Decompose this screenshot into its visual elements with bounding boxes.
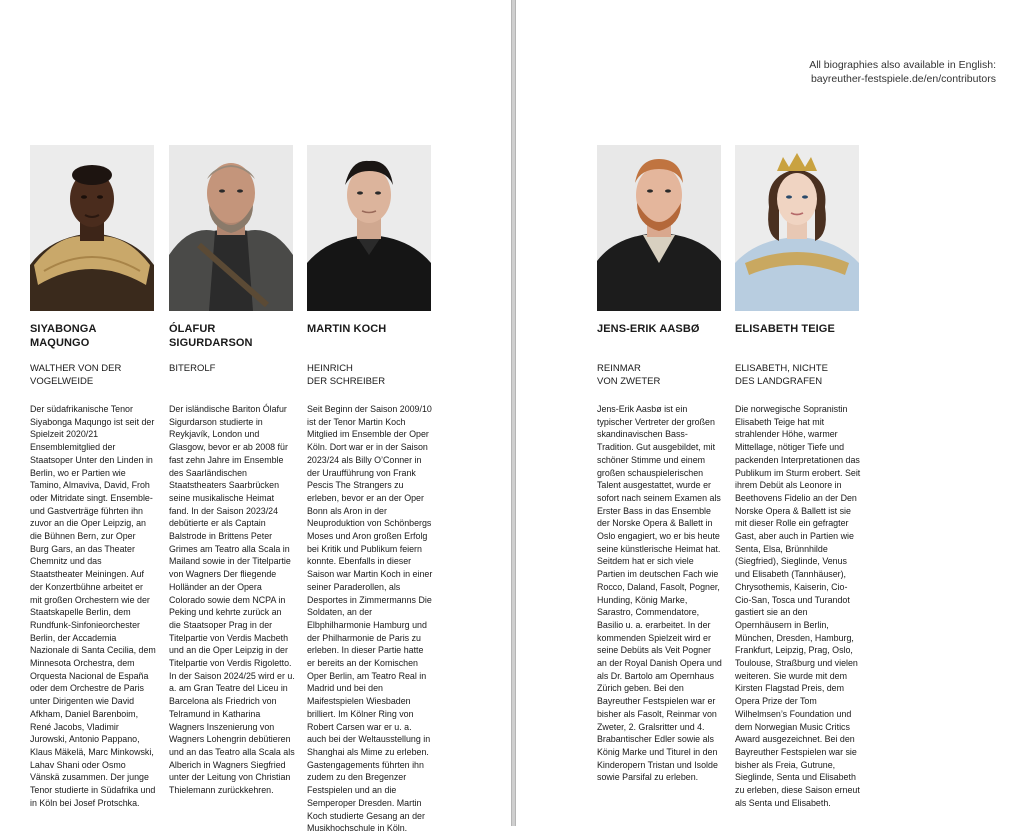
portrait-photo-aasbo — [597, 145, 721, 311]
singer-biography: Jens-Erik Aasbø ist ein typischer Vertreter der großen skandinavischen Bass-Tradition. Gut ausgebildet, mit schöner Stimme und einem großen schauspielerischen Talent ausgestattet, wurde er sofort nach seinem Examen als Erster Bass in das Ensemble der Norske Opera & Ballett in Oslo engagiert, wo er bis heute seine künstlerische Heimat hat. Seitdem hat er sich viele Partien im deutschen Fach wie Rocco, Daland, Fasolt, Pogner, Hunding, König Marke, Sarastro, Commendatore, Basilio u. a. erarbeitet. In der kommenden Spielzeit wird er seine Debüts als Veit Pogner an der Royal Danish Opera und als Dr. Bartolo am Opernhaus Zürich geben. Bei den Bayreuther Festspielen war er bisher als Fasolt, Reinmar von Zweter, 2. Gralsritter und 4. Brabantischer Edler sowie als König Marke und Titurel in den Kinderopern Tristan und Isolde sowie Parsifal zu erleben. — [597, 404, 722, 783]
note-line-2[interactable]: bayreuther-festspiele.de/en/contributors — [810, 73, 996, 85]
portrait-photo-sigurdarson — [169, 145, 293, 311]
role-line-1: BITEROLF — [169, 363, 216, 374]
singer-role — [735, 363, 861, 388]
portrait-photo-maqungo — [30, 145, 154, 311]
role-line-1: WALTHER VON DER — [30, 363, 122, 374]
singer-name — [307, 323, 433, 350]
english-biographies-note — [809, 58, 996, 86]
name-line-2: SIGURDARSON — [169, 336, 253, 349]
singer-role — [597, 363, 723, 388]
name-line-1: ÓLAFUR — [169, 323, 216, 335]
role-line-2: DES LANDGRAFEN — [735, 375, 823, 387]
name-line-1: MARTIN KOCH — [307, 323, 387, 335]
role-line-1: ELISABETH, NICHTE — [735, 363, 828, 374]
singer-card-sigurdarson — [169, 145, 295, 796]
role-line-1: HEINRICH — [307, 363, 353, 374]
singer-role — [169, 363, 295, 376]
portrait-photo-koch — [307, 145, 431, 311]
singer-card-teige — [735, 145, 861, 808]
singer-name — [735, 323, 861, 350]
role-line-1: REINMAR — [597, 363, 641, 374]
role-line-2: DER SCHREIBER — [307, 375, 386, 387]
singer-name — [597, 323, 723, 350]
singer-card-maqungo — [30, 145, 156, 808]
name-line-1: ELISABETH TEIGE — [735, 323, 835, 335]
singer-name — [30, 323, 156, 350]
singer-name — [169, 323, 295, 350]
singer-card-aasbo — [597, 145, 723, 783]
role-line-2: VON ZWETER — [597, 375, 661, 387]
singer-card-koch — [307, 145, 433, 834]
singer-role — [30, 363, 156, 388]
singer-biography: Der südafrikanische Tenor Siyabonga Maqungo ist seit der Spielzeit 2020/21 Ensemblemitglied der Staatsoper Unter den Linden in Berlin, wo er Partien wie Tamino, Almaviva, David, Froh oder Mitridate singt. Ensemble- und Gastverträge führten ihn zuvor an die Oper Leipzig, an die Bühnen Bern, zur Oper Burg Gars, an das Theater Chemnitz und das Staatstheater Meiningen. Auf der Konzertbühne arbeitet er mit großen Orchestern wie der Staatskapelle Berlin, dem Rundfunk-Sinfonieorchester Berlin, der Accademia Nazionale di Santa Cecilia, dem Minnesota Orchestra, dem Orquesta Nacional de España oder dem Orchestre de Paris unter Dirigenten wie David Afkham, Daniel Barenboim, René Jacobs, Vladimir Jurowski, Antonio Pappano, Klaus Mäkelä, Marc Minkowski, Lahav Shani oder Osmo Vänskä zusammen. Der junge Tenor studierte in Südafrika und in Köln bei Josef Protschka. — [30, 404, 156, 808]
singer-biography: Seit Beginn der Saison 2009/10 ist der Tenor Martin Koch Mitglied im Ensemble der Oper Köln. Dort war er in der Saison 2023/24 als Billy O’Conner in der Uraufführung von Frank Pescis The Strangers zu erleben, bevor er an der Oper Bonn als Aron in der Neuproduktion von Schönbergs Moses und Aron großen Erfolg bei Kritik und Publikum feiern konnte. Ebenfalls in dieser Saison war Martin Koch in einer seiner Paraderollen, als Desportes in Zimmermanns Die Soldaten, an der Elbphilharmonie Hamburg und der Philharmonie de Paris zu erleben. In dieser Partie hatte er bereits an der Komischen Oper Berlin, am Teatro Real in Madrid und bei den Maifestspielen Wiesbaden brilliert. Im Kölner Ring von Robert Carsen war er u. a. auch bei der Weltausstellung in Shanghai als Mime zu erleben. Gastengagements führten ihn zudem zu den Bregenzer Festspielen und an die Semperoper Dresden. Martin Koch studierte Gesang an der Musikhochschule in Köln. — [307, 404, 433, 834]
singer-biography: Die norwegische Sopranistin Elisabeth Teige hat mit strahlender Höhe, warmer Mittellage, nötiger Tiefe und packenden Interpretationen das Publikum im Sturm erobert. Seit ihrem Debüt als Leonore in Beethovens Fidelio an der Den Norske Opera & Ballett ist sie mit dieser Rolle ein gefragter Gast, aber auch in Partien wie Senta, Elsa, Brünnhilde (Siegfried), Sieglinde, Venus und Elisabeth (Tannhäuser), Chrysothemis, Kaiserin, Cio-Cio-San, Tosca und Turandot gastiert sie an den Opernhäusern in Berlin, München, Dresden, Hamburg, Frankfurt, Leipzig, Prag, Oslo, Toulouse, Straßburg und vielen weiteren. Sie wurde mit dem Kirsten Flagstad Preis, dem Opera Prize der Tom Wilhelmsen’s Foundation und dem Norwegian Music Critics Award ausgezeichnet. Bei den Bayreuther Festspielen war sie bisher als Freia, Gutrune, Sieglinde, Senta und Elisabeth zu erleben, diese Saison erneut als Senta und Elisabeth. — [735, 404, 861, 808]
name-line-1: SIYABONGA — [30, 323, 97, 335]
singer-role — [307, 363, 433, 388]
portrait-photo-teige — [735, 145, 859, 311]
role-line-2: VOGELWEIDE — [30, 375, 94, 387]
name-line-2: MAQUNGO — [30, 336, 90, 349]
note-line-1: All biographies also available in English: — [809, 59, 996, 71]
name-line-1: JENS-ERIK AASBØ — [597, 323, 700, 335]
singer-biography: Der isländische Bariton Ólafur Sigurdarson studierte in Reykjavík, London und Glasgow, bevor er ab 2008 für fast zehn Jahre im Ensemble des Saarländischen Staatstheaters Saarbrücken seine musikalische Heimat fand. In der Saison 2023/24 debütierte er als Captain Balstrode in Brittens Peter Grimes am Teatro alla Scala in Mailand sowie in der Titelpartie von Wagners Der fliegende Holländer an der Opera Colorado sowie dem NCPA in Peking und kehrte zurück an die Staatsoper Prag in der Titelpartie von Verdis Macbeth und an die Oper Leipzig in der Titelpartie von Verdis Rigoletto. In der Saison 2024/25 wird er u. a. am Gran Teatre del Liceu in Barcelona als Friedrich von Telramund in Katharina Wagners Inszenierung von Wagners Lohengrin debütieren und an das Teatro alla Scala als Alberich in Wagners Siegfried unter der Leitung von Christian Thielemann zurückkehren. — [169, 404, 295, 796]
